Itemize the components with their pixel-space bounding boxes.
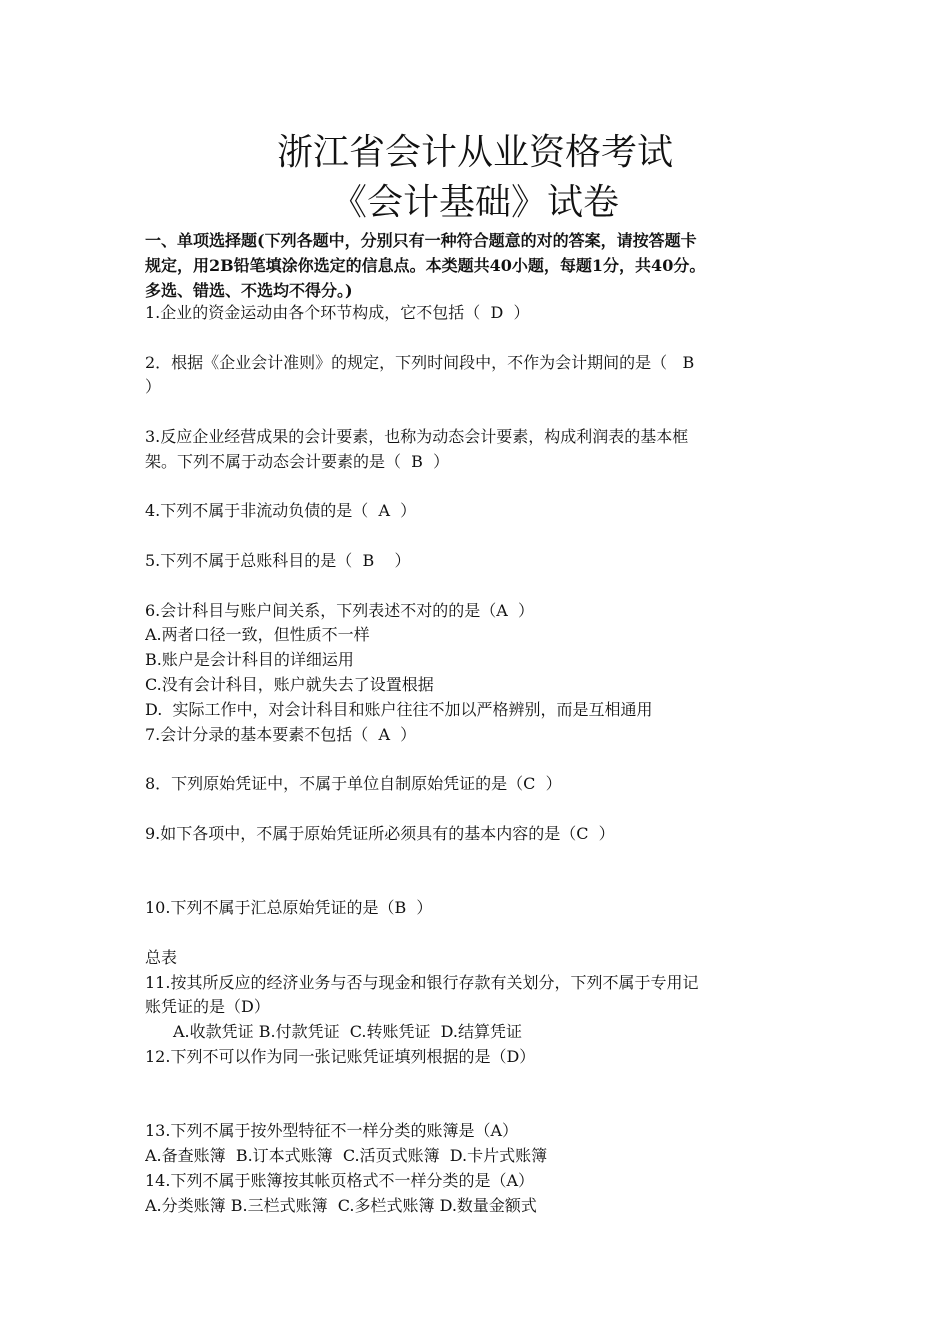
question-stem: 14.下列不属于账簿按其帐页格式不一样分类的是（A） [145, 1170, 535, 1190]
question-options [145, 326, 825, 351]
question-stem: 8．下列原始凭证中，不属于单位自制原始凭证的是（C ） [145, 774, 562, 794]
question-stem: 12.下列不可以作为同一张记账凭证填列根据的是（D） [145, 1046, 536, 1066]
question-options [145, 400, 825, 425]
option-c: C.没有会计科目，账户就失去了设置根据 [145, 674, 434, 694]
question-stem: 11.按其所反应的经济业务与否与现金和银行存款有关划分，下列不属于专用记 [145, 972, 699, 992]
question-stem-continued: ） [145, 377, 162, 397]
question-options [145, 524, 825, 549]
question-options: A.分类账簿 B.三栏式账簿 C.多栏式账簿 D.数量金额式 [145, 1195, 537, 1215]
question-stem: 6.会计科目与账户间关系，下列表述不对的的是（A ） [145, 600, 534, 620]
question-options [145, 847, 825, 872]
section-heading [145, 228, 835, 303]
option-d: D. 实际工作中，对会计科目和账户往往不加以严格辨别，而是互相通用 [145, 699, 653, 719]
question-stem: 10.下列不属于汇总原始凭证的是（B ） [145, 898, 433, 918]
question-stem: 3.反应企业经营成果的会计要素，也称为动态会计要素，构成利润表的基本框 [145, 426, 689, 446]
question-options [145, 921, 825, 946]
question-options [145, 747, 825, 772]
question-stem: 13.下列不属于按外型特征不一样分类的账簿是（A） [145, 1121, 519, 1141]
question-stem: 7.会计分录的基本要素不包括（ A ） [145, 724, 417, 744]
question-stem: 4.下列不属于非流动负债的是（ A ） [145, 501, 417, 521]
question-options [145, 1070, 825, 1095]
question-options [145, 574, 825, 599]
question-stem-continued: 账凭证的是（D） [145, 997, 270, 1017]
question-stem-continued: 架。下列不属于动态会计要素的是（ B ） [145, 451, 450, 471]
question-options [145, 797, 825, 822]
question-stem: 9.如下各项中，不属于原始凭证所必须具有的基本内容的是（C ） [145, 823, 615, 843]
question-options [145, 475, 825, 500]
option-b: B.账户是会计科目的详细运用 [145, 650, 354, 670]
section-heading-line: 多选、错选、不选均不得分。) [145, 281, 353, 300]
section-heading-line: 一、单项选择题(下列各题中，分别只有一种符合题意的对的答案，请按答题卡 [145, 231, 697, 250]
question-stem: 1.企业的资金运动由各个环节构成，它不包括（ D ） [145, 303, 530, 322]
question-list [145, 301, 825, 1218]
exam-title: 浙江省会计从业资格考试 [276, 132, 673, 173]
option-d-continued: 总表 [145, 947, 178, 967]
question-stem: 5.下列不属于总账科目的是（ B ） [145, 550, 411, 570]
option-a: A.两者口径一致，但性质不一样 [145, 625, 370, 645]
question-options [145, 1095, 825, 1120]
question-options [145, 871, 825, 896]
question-options: A.备查账簿 B.订本式账簿 C.活页式账簿 D.卡片式账簿 [145, 1146, 548, 1166]
exam-subtitle: 《会计基础》试卷 [330, 182, 619, 223]
question-stem: 2．根据《企业会计准则》的规定，下列时间段中，不作为会计期间的是（ B [145, 352, 695, 372]
section-heading-line: 规定，用2B铅笔填涂你选定的信息点。本类题共40小题，每题1分，共40分。 [145, 256, 706, 275]
question-options: A.收款凭证 B.付款凭证 C.转账凭证 D.结算凭证 [173, 1022, 523, 1042]
